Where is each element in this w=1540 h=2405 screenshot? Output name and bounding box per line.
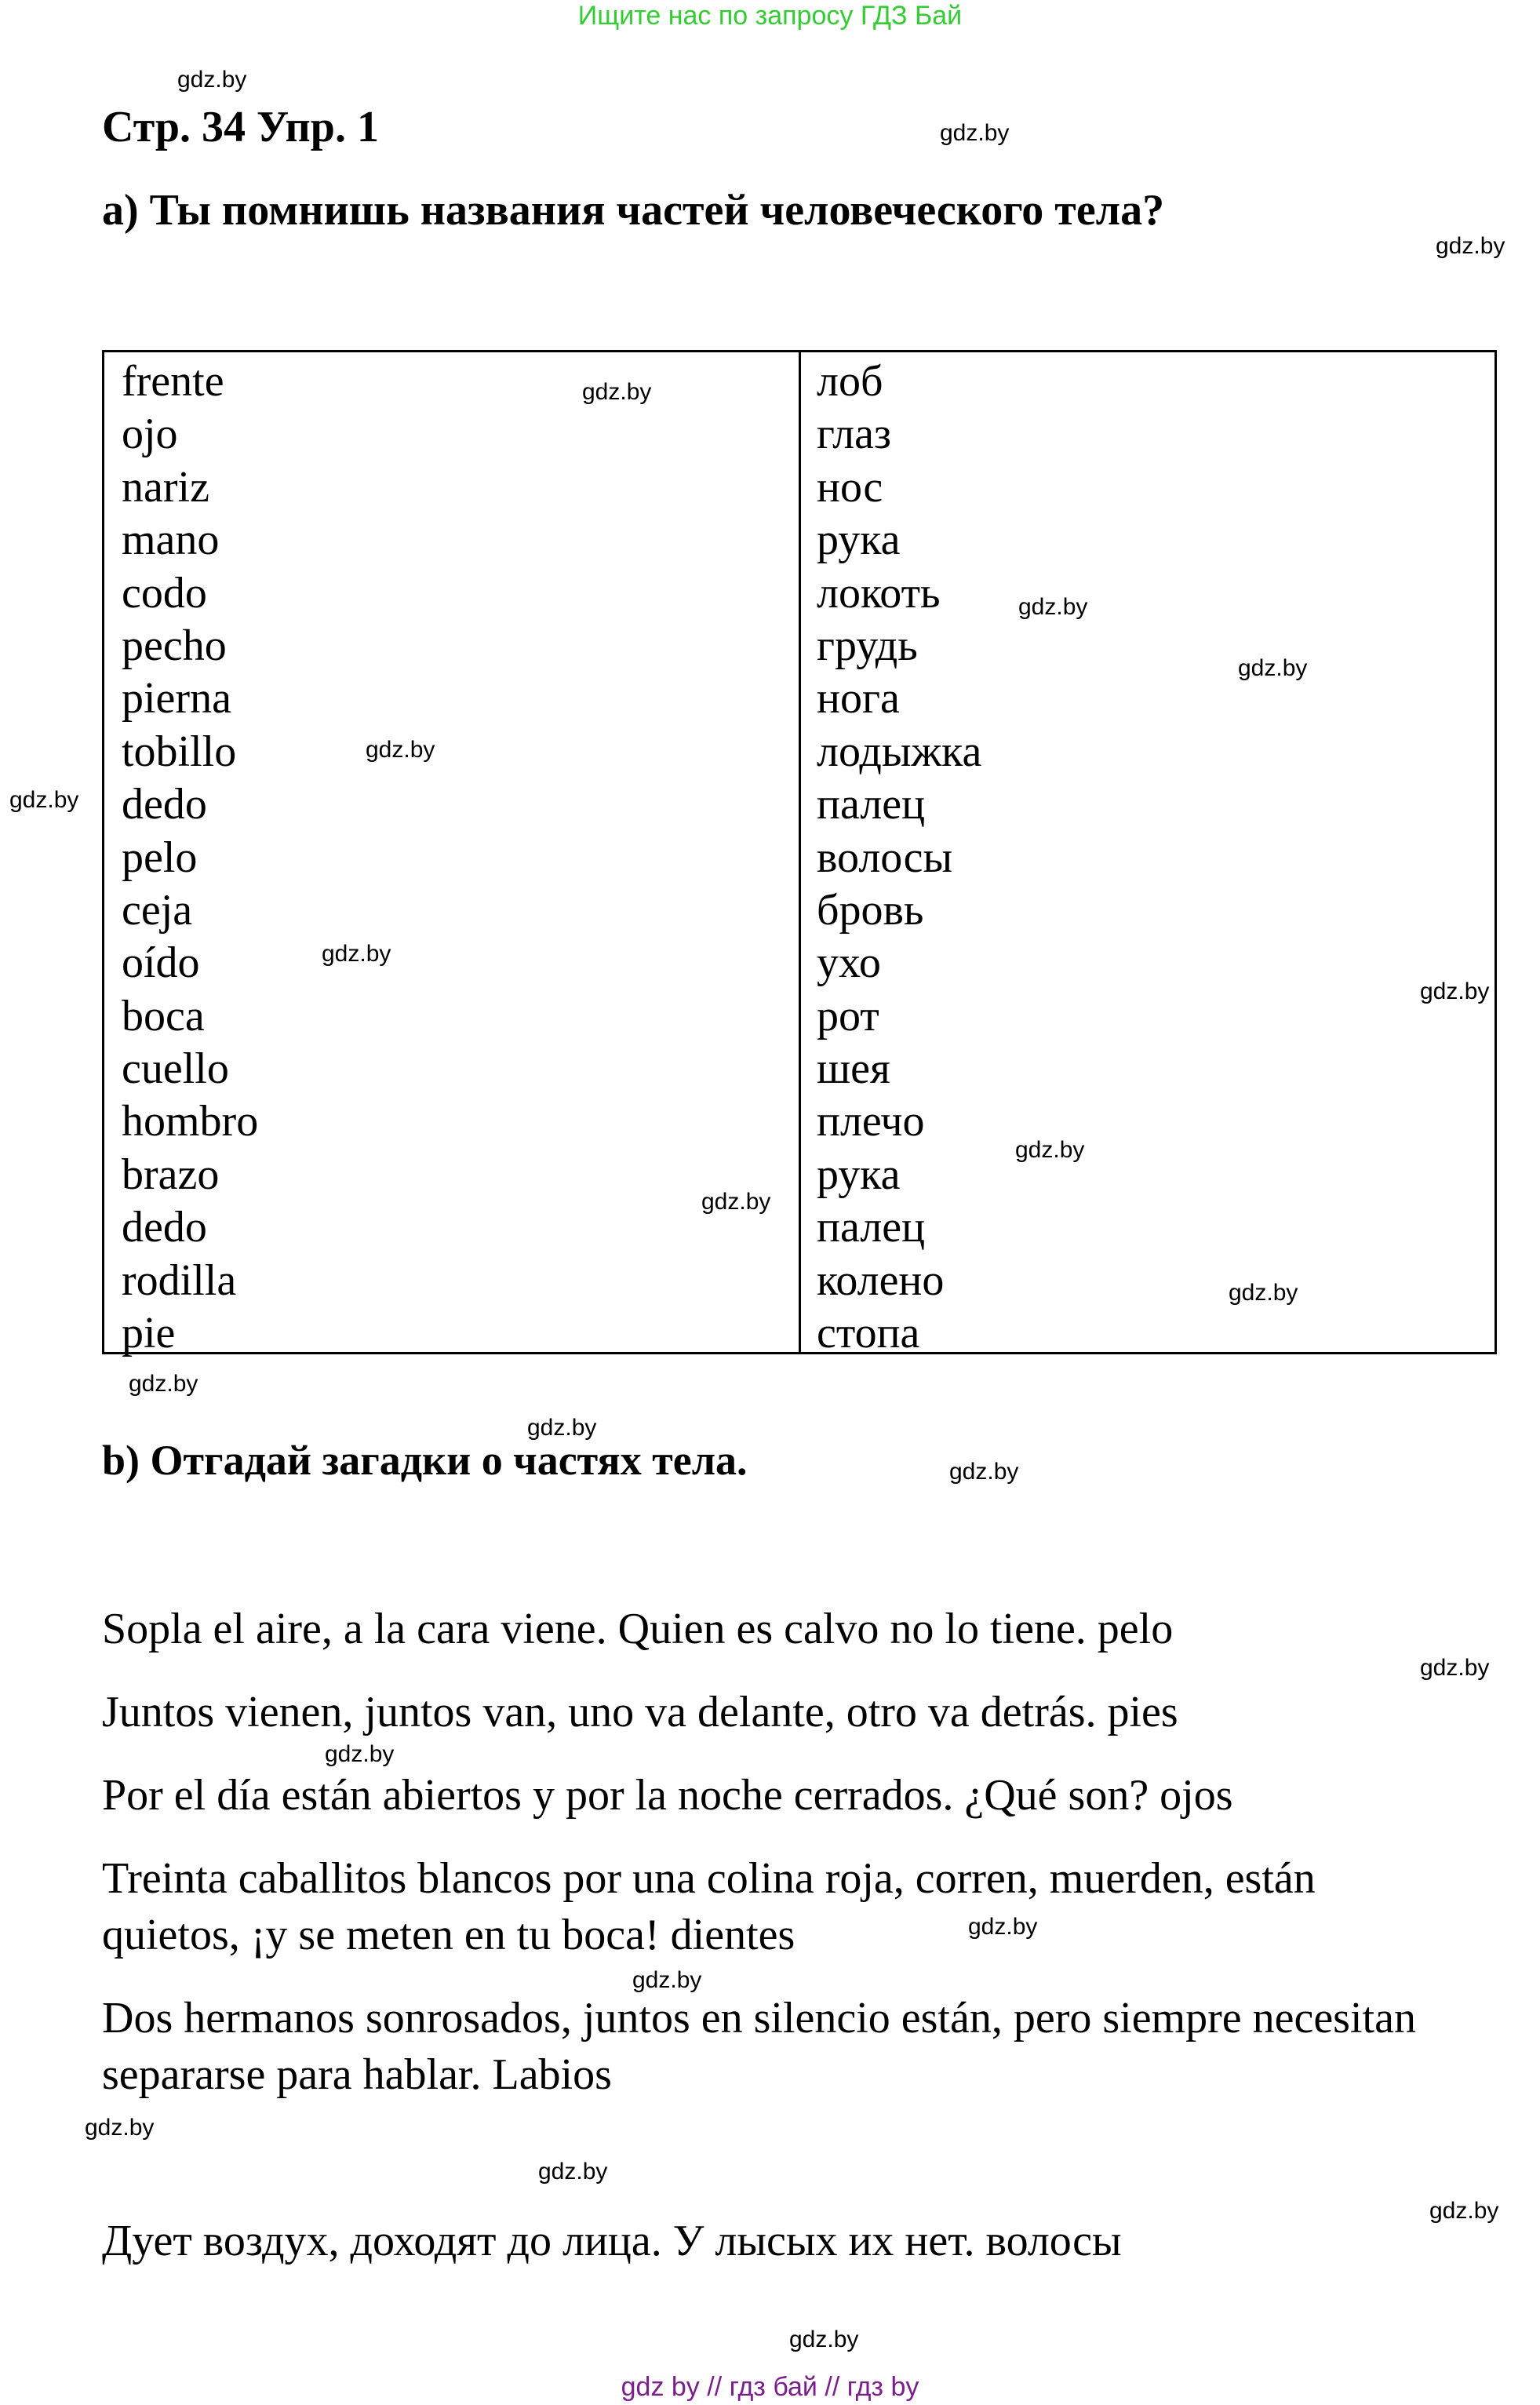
vocab-ru: палец xyxy=(817,1203,926,1252)
task-b-heading: b) Отгадай загадки о частях тела. xyxy=(102,1437,748,1484)
vocab-es: ojo xyxy=(122,410,178,459)
watermark: gdz.by xyxy=(9,787,79,813)
translation: Дует воздух, доходят до лица. У лысых их нет. волосы xyxy=(102,2217,1122,2265)
watermark: gdz.by xyxy=(1229,1280,1298,1306)
riddle-line: Treinta caballitos blancos por una colina roja, corren, muerden, están xyxy=(102,1854,1316,1903)
watermark: gdz.by xyxy=(538,2159,608,2185)
watermark: gdz.by xyxy=(582,379,652,405)
riddle-line: Dos hermanos sonrosados, juntos en silencio están, pero siempre necesitan xyxy=(102,1994,1416,2042)
vocab-ru: грудь xyxy=(817,621,918,670)
watermark: gdz.by xyxy=(366,737,435,763)
vocab-es: rodilla xyxy=(122,1255,237,1305)
vocab-es: nariz xyxy=(122,462,209,512)
watermark: gdz.by xyxy=(701,1189,771,1215)
vocab-es: pecho xyxy=(122,621,227,670)
riddle-line: separarse para hablar. Labios xyxy=(102,2050,612,2099)
vocab-ru: глаз xyxy=(817,410,892,459)
vocab-es: cuello xyxy=(122,1044,229,1094)
watermark: gdz.by xyxy=(1420,1655,1490,1681)
watermark: gdz.by xyxy=(129,1371,198,1397)
watermark: gdz.by xyxy=(325,1741,395,1767)
riddle-line: quietos, ¡y se meten en tu boca! dientes xyxy=(102,1911,795,1959)
vocab-es: tobillo xyxy=(122,727,237,776)
vocab-ru: стопа xyxy=(817,1309,920,1358)
table-divider xyxy=(799,352,801,1352)
vocab-es: boca xyxy=(122,991,205,1040)
vocab-ru: рот xyxy=(817,991,879,1040)
vocab-ru: локоть xyxy=(817,568,941,618)
vocab-es: dedo xyxy=(122,780,207,829)
watermark: gdz.by xyxy=(940,120,1010,146)
riddle-line: Por el día están abiertos y por la noche cerrados. ¿Qué son? ojos xyxy=(102,1771,1233,1820)
vocab-ru: палец xyxy=(817,780,926,829)
vocab-es: mano xyxy=(122,516,220,565)
vocab-ru: шея xyxy=(817,1044,890,1094)
watermark: gdz.by xyxy=(85,2115,155,2141)
watermark: gdz.by xyxy=(1018,594,1088,620)
watermark: gdz.by xyxy=(632,1967,702,1993)
vocab-es: pelo xyxy=(122,833,198,882)
vocab-es: codo xyxy=(122,568,207,618)
vocab-ru: лоб xyxy=(817,357,883,406)
watermark: gdz.by xyxy=(968,1914,1038,1940)
riddle-line: Sopla el aire, a la cara viene. Quien es calvo no lo tiene. pelo xyxy=(102,1605,1174,1653)
vocab-ru: бровь xyxy=(817,885,924,935)
vocab-ru: нос xyxy=(817,462,883,512)
watermark: gdz.by xyxy=(949,1459,1019,1485)
riddle-line: Juntos vienen, juntos van, uno va delante, otro va detrás. pies xyxy=(102,1688,1178,1736)
footer-links[interactable]: gdz by // гдз бай // гдз by xyxy=(621,2372,919,2402)
watermark: gdz.by xyxy=(1429,2198,1499,2224)
vocab-ru: рука xyxy=(817,516,901,565)
watermark: gdz.by xyxy=(789,2327,859,2352)
vocab-ru: волосы xyxy=(817,833,953,882)
vocab-es: pierna xyxy=(122,674,231,723)
vocab-ru: рука xyxy=(817,1150,901,1199)
vocab-ru: нога xyxy=(817,674,900,723)
vocab-es: brazo xyxy=(122,1150,220,1199)
spanish-column xyxy=(122,355,258,1360)
vocab-es: dedo xyxy=(122,1203,207,1252)
watermark: gdz.by xyxy=(1238,655,1308,681)
watermark: gdz.by xyxy=(1420,978,1490,1004)
vocab-ru: колено xyxy=(817,1255,945,1305)
watermark: gdz.by xyxy=(527,1415,597,1441)
watermark: gdz.by xyxy=(177,67,247,93)
vocab-es: pie xyxy=(122,1309,176,1358)
russian-column xyxy=(817,355,981,1360)
vocab-ru: лодыжка xyxy=(817,727,982,776)
vocab-ru: плечо xyxy=(817,1097,925,1146)
vocab-ru: ухо xyxy=(817,938,881,988)
task-a-heading: a) Ты помнишь названия частей человеческого тела? xyxy=(102,186,1165,235)
vocab-es: hombro xyxy=(122,1097,259,1146)
watermark: gdz.by xyxy=(1015,1137,1085,1163)
vocab-es: oído xyxy=(122,938,200,988)
vocab-es: frente xyxy=(122,357,224,406)
watermark: gdz.by xyxy=(1436,233,1505,259)
page-title: Стр. 34 Упр. 1 xyxy=(102,103,379,151)
top-banner[interactable]: Ищите нас по запросу ГДЗ Бай xyxy=(577,1,963,31)
vocab-es: ceja xyxy=(122,885,193,935)
vocabulary-table xyxy=(102,350,1497,1358)
watermark: gdz.by xyxy=(322,941,391,967)
